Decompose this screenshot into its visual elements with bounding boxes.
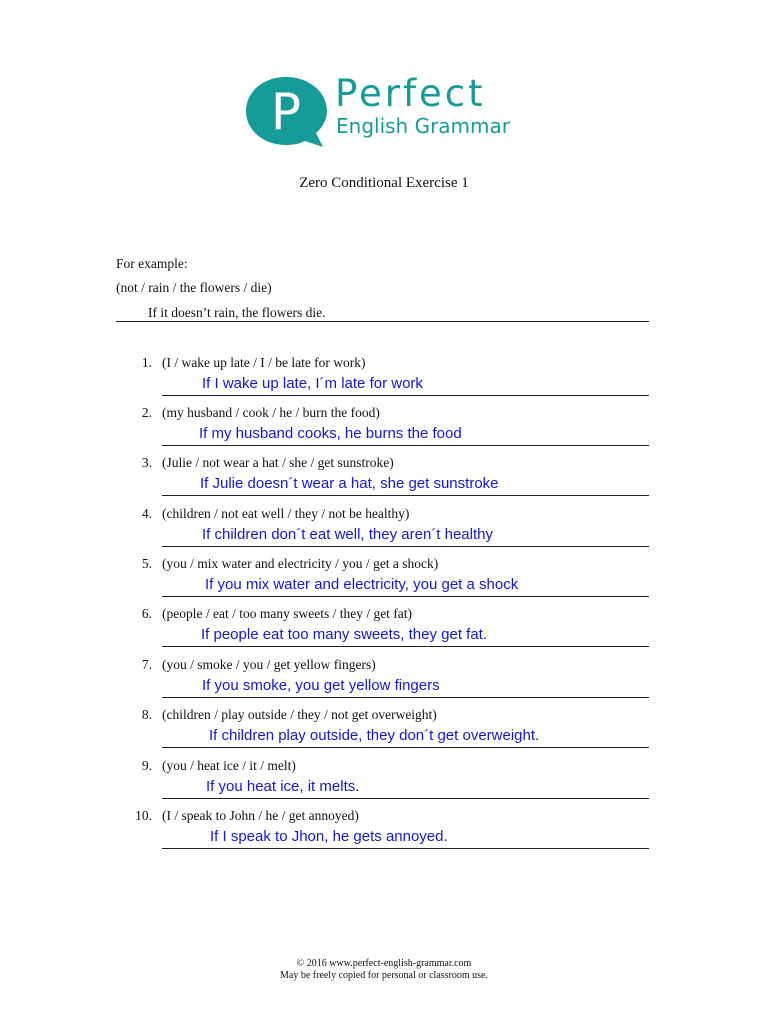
item-prompt: (you / mix water and electricity / you / get a shock) [162,556,439,571]
logo [243,74,528,150]
item-number: 10. [135,808,152,823]
item-number: 7. [141,657,152,672]
item-number: 9. [141,758,152,773]
item-prompt: (I / speak to John / he / get annoyed) [162,808,359,823]
answer-line [162,425,649,446]
item-prompt: (children / play outside / they / not get overweight) [162,707,437,722]
answer-line [162,375,649,396]
item-answer: If people eat too many sweets, they get fat. [201,626,488,643]
logo-word-perfect: Perfect [335,72,486,115]
item-number: 6. [141,606,152,621]
footer-copyright: © 2016 www.perfect-english-grammar.com [296,958,472,969]
footer-license: May be freely copied for personal or classroom use. [280,970,488,981]
item-answer: If children play outside, they don´t get overweight. [209,727,540,744]
speech-bubble-logo-icon [243,74,329,148]
example-prompt: (not / rain / the flowers / die) [116,280,272,295]
item-answer: If you heat ice, it melts. [206,778,360,795]
example-answer-line [116,305,649,322]
exercise-item [116,657,656,707]
exercise-item [116,556,656,606]
item-answer: If I speak to Jhon, he gets annoyed. [210,828,448,845]
item-prompt: (my husband / cook / he / burn the food) [162,405,380,420]
answer-line [162,727,649,748]
item-prompt: (you / heat ice / it / melt) [162,758,296,773]
item-number: 5. [141,556,152,571]
item-number: 2. [141,405,152,420]
logo-word-english-grammar: English Grammar [336,114,510,138]
answer-line [162,828,649,849]
item-prompt: (children / not eat well / they / not be healthy) [162,506,410,521]
exercise-item [116,455,656,505]
item-number: 1. [141,355,152,370]
item-prompt: (Julie / not wear a hat / she / get sunstroke) [162,455,394,470]
logo-letter: P [270,83,302,141]
example-heading: For example: [116,256,188,271]
item-number: 3. [141,455,152,470]
item-prompt: (people / eat / too many sweets / they / get fat) [162,606,413,621]
exercise-item [116,506,656,556]
answer-line [162,526,649,547]
item-answer: If children don´t eat well, they aren´t healthy [202,526,493,543]
exercise-item [116,758,656,808]
item-prompt: (I / wake up late / I / be late for work) [162,355,366,370]
answer-line [162,778,649,799]
answer-line [162,677,649,698]
item-number: 4. [141,506,152,521]
exercise-item [116,606,656,656]
answer-line [162,475,649,496]
item-number: 8. [141,707,152,722]
answer-line [162,576,649,597]
page-title: Zero Conditional Exercise 1 [299,175,469,191]
exercise-item [116,707,656,757]
exercise-item [116,355,656,405]
item-answer: If you smoke, you get yellow fingers [202,677,440,694]
item-answer: If I wake up late, I´m late for work [202,375,423,392]
item-answer: If you mix water and electricity, you get a shock [205,576,519,593]
answer-line [162,626,649,647]
item-answer: If Julie doesn´t wear a hat, she get sunstroke [200,475,499,492]
item-answer: If my husband cooks, he burns the food [199,425,462,442]
exercise-item [116,808,656,858]
example-answer: If it doesn’t rain, the flowers die. [148,305,326,320]
item-prompt: (you / smoke / you / get yellow fingers) [162,657,376,672]
exercise-item [116,405,656,455]
footer [0,958,768,982]
